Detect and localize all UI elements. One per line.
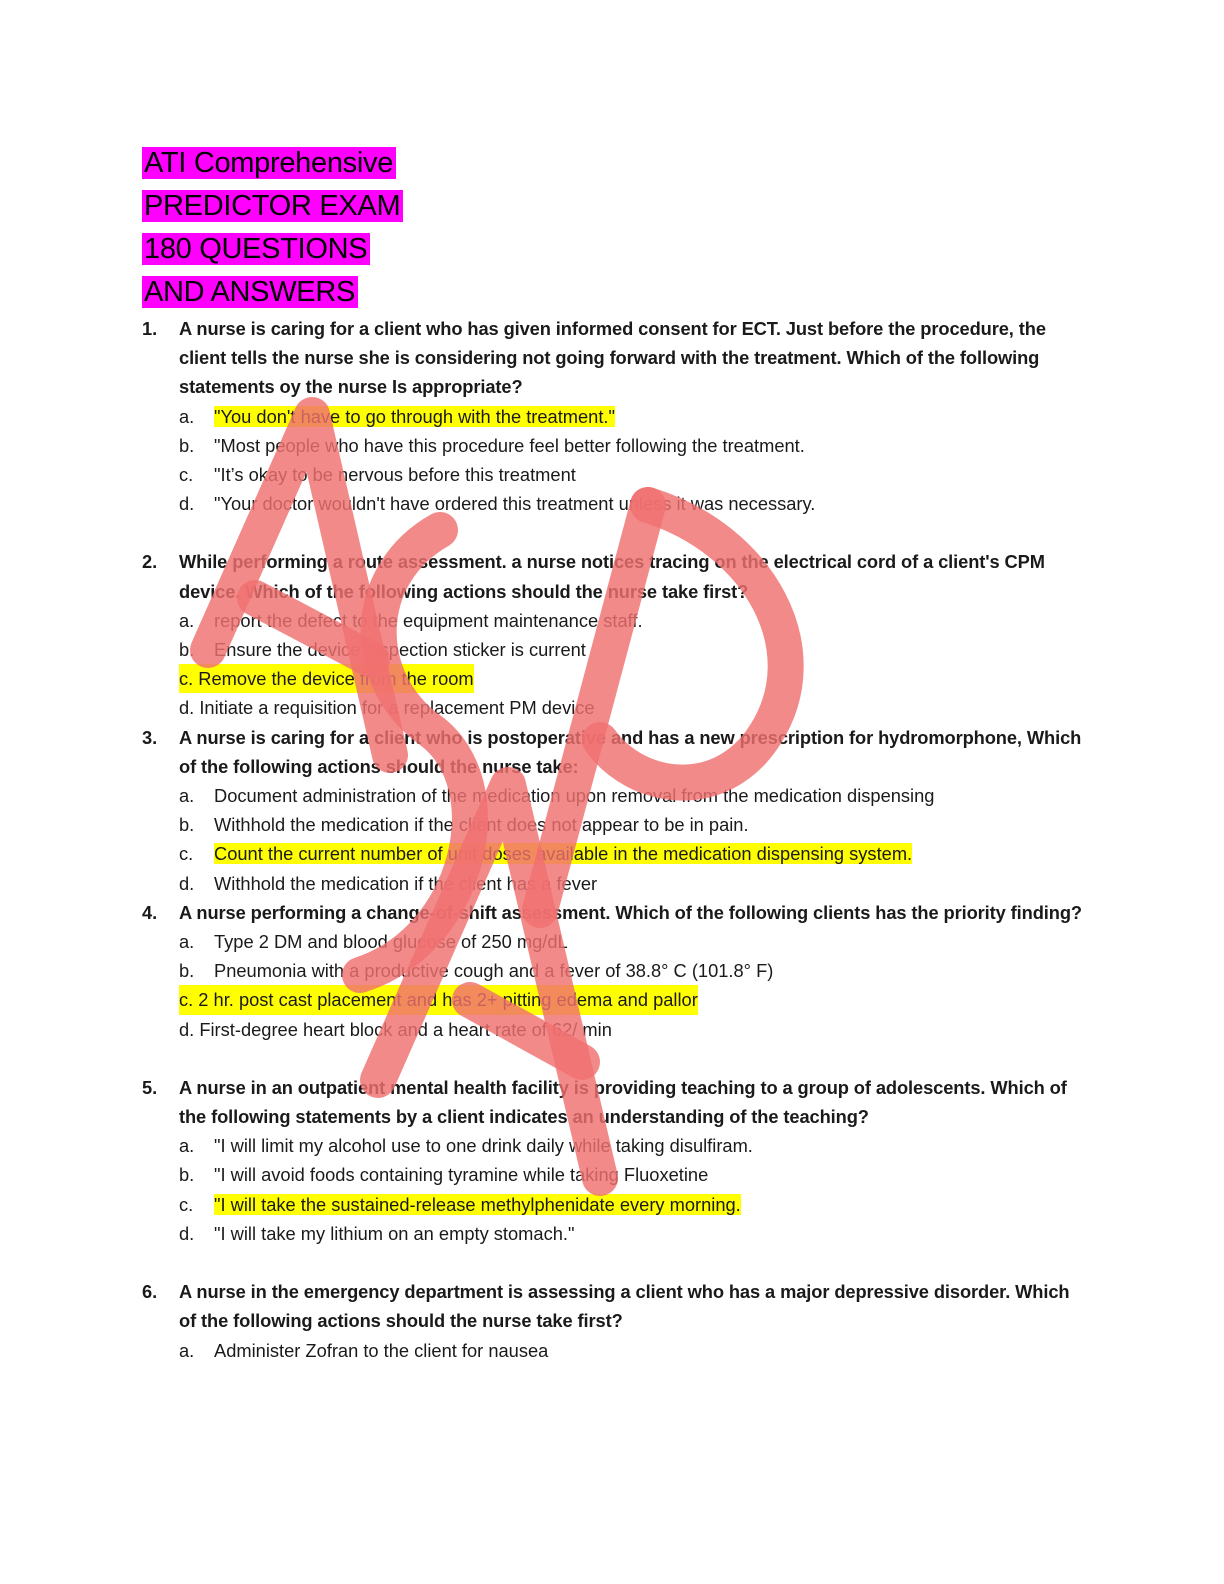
question-text: A nurse is caring for a client who has given informed consent for ECT. Just before the procedure, the client tells the nurse she is considering not going forward with the treatment. Which of the following statements oy the nurse Is appropriate?: [179, 318, 1046, 398]
option-text: Document administration of the medication upon removal from the medication dispensing: [214, 785, 935, 807]
question-text: A nurse is caring for a client who is postoperative and has a new prescription for hydromorphone, Which of the following actions should the nurse take:: [179, 726, 1082, 777]
question-list: [142, 314, 1082, 1365]
option-text-correct: c. Remove the device from the room: [179, 664, 474, 693]
option-letter: a.: [179, 609, 195, 631]
option-letter: d.: [179, 872, 195, 894]
option-letter: d.: [179, 1222, 195, 1244]
option-letter: b.: [179, 814, 195, 836]
option-text: "I will avoid foods containing tyramine while taking Fluoxetine: [214, 1164, 709, 1186]
question-6: [142, 1277, 1082, 1335]
question-2: [142, 547, 1082, 605]
option-3b: [142, 810, 1082, 839]
question-1: [142, 314, 1082, 402]
option-text-correct: "I will take the sustained-release methylphenidate every morning.: [214, 1193, 741, 1215]
option-4a: [142, 927, 1082, 956]
option-letter: a.: [179, 785, 195, 807]
option-text: "Your doctor wouldn't have ordered this treatment unless it was necessary.: [214, 493, 816, 515]
question-number: 5.: [142, 1076, 158, 1098]
question-number: 1.: [142, 318, 158, 339]
option-5d: [142, 1219, 1082, 1248]
title-line: ATI Comprehensive: [142, 142, 442, 185]
question-3: [142, 723, 1082, 781]
option-text: "Most people who have this procedure feel better following the treatment.: [214, 434, 805, 456]
option-5a: [142, 1131, 1082, 1160]
document-title: [142, 142, 442, 314]
option-text: d. First-degree heart block and a heart rate of 62/ min: [179, 1018, 612, 1040]
question-number: 4.: [142, 901, 158, 923]
option-text: "I will take my lithium on an empty stomach.": [214, 1222, 575, 1244]
option-letter: a.: [179, 1339, 195, 1361]
option-3c: [142, 839, 1082, 868]
option-letter: b.: [179, 960, 195, 982]
option-letter: b.: [179, 434, 195, 456]
option-text: Withhold the medication if the client does not appear to be in pain.: [214, 814, 749, 836]
title-line: PREDICTOR EXAM: [142, 185, 442, 228]
option-1d: [142, 489, 1082, 518]
option-letter: c.: [179, 1193, 194, 1215]
option-3d: [142, 869, 1082, 898]
question-5: [142, 1073, 1082, 1131]
question-number: 6.: [142, 1281, 158, 1303]
option-letter: d.: [179, 493, 195, 515]
question-4: [142, 898, 1082, 927]
option-5c: [142, 1190, 1082, 1219]
option-2b: [142, 635, 1082, 664]
option-1c: [142, 460, 1082, 489]
option-letter: a.: [179, 405, 195, 427]
option-4d: [142, 1015, 1082, 1044]
option-text-correct: c. 2 hr. post cast placement and has 2+ pitting edema and pallor: [179, 985, 698, 1014]
option-text: Pneumonia with a productive cough and a fever of 38.8° C (101.8° F): [214, 960, 774, 982]
option-text: Withhold the medication if the client has a fever: [214, 872, 598, 894]
option-3a: [142, 781, 1082, 810]
option-letter: b.: [179, 639, 195, 661]
option-letter: a.: [179, 931, 195, 953]
question-text: A nurse in the emergency department is assessing a client who has a major depressive disorder. Which of the following actions should the nurse take first?: [179, 1281, 1070, 1332]
option-text-correct: "You don't have to go through with the treatment.": [214, 405, 615, 427]
question-number: 3.: [142, 726, 158, 748]
option-5b: [142, 1160, 1082, 1189]
option-text: Administer Zofran to the client for nausea: [214, 1339, 549, 1361]
option-text: "I will limit my alcohol use to one drink daily while taking disulfiram.: [214, 1135, 753, 1157]
title-line: AND ANSWERS: [142, 271, 442, 314]
option-4b: [142, 956, 1082, 985]
option-text: d. Initiate a requisition for a replacement PM device: [179, 697, 595, 719]
option-text: Type 2 DM and blood glucose of 250 mg/dL: [214, 931, 568, 953]
option-letter: c.: [179, 464, 194, 486]
option-letter: c.: [179, 843, 194, 865]
option-4c: [142, 985, 1082, 1014]
option-text-correct: Count the current number of unit doses available in the medication dispensing system.: [214, 843, 913, 865]
option-6a: [142, 1336, 1082, 1365]
option-text: "It’s okay to be nervous before this treatment: [214, 464, 576, 486]
question-text: A nurse performing a change-of-shift assessment. Which of the following clients has the priority finding?: [179, 901, 1082, 923]
option-letter: a.: [179, 1135, 195, 1157]
option-letter: b.: [179, 1164, 195, 1186]
question-text: While performing a route assessment. a nurse notices tracing on the electrical cord of a client's CPM device. Which of the following actions should the nurse take first?: [179, 551, 1045, 602]
option-text: report the defect to the equipment maintenance staff.: [214, 609, 643, 631]
option-2d: [142, 693, 1082, 722]
title-line: 180 QUESTIONS: [142, 228, 442, 271]
question-text: A nurse in an outpatient mental health facility is providing teaching to a group of adolescents. Which of the following statements by a client indicates an understanding of the teaching?: [179, 1076, 1067, 1128]
question-number: 2.: [142, 551, 158, 573]
option-2a: [142, 606, 1082, 635]
option-1a: [142, 402, 1082, 431]
option-text: Ensure the device inspection sticker is current: [214, 639, 586, 661]
option-2c: [142, 664, 1082, 693]
option-1b: [142, 431, 1082, 460]
